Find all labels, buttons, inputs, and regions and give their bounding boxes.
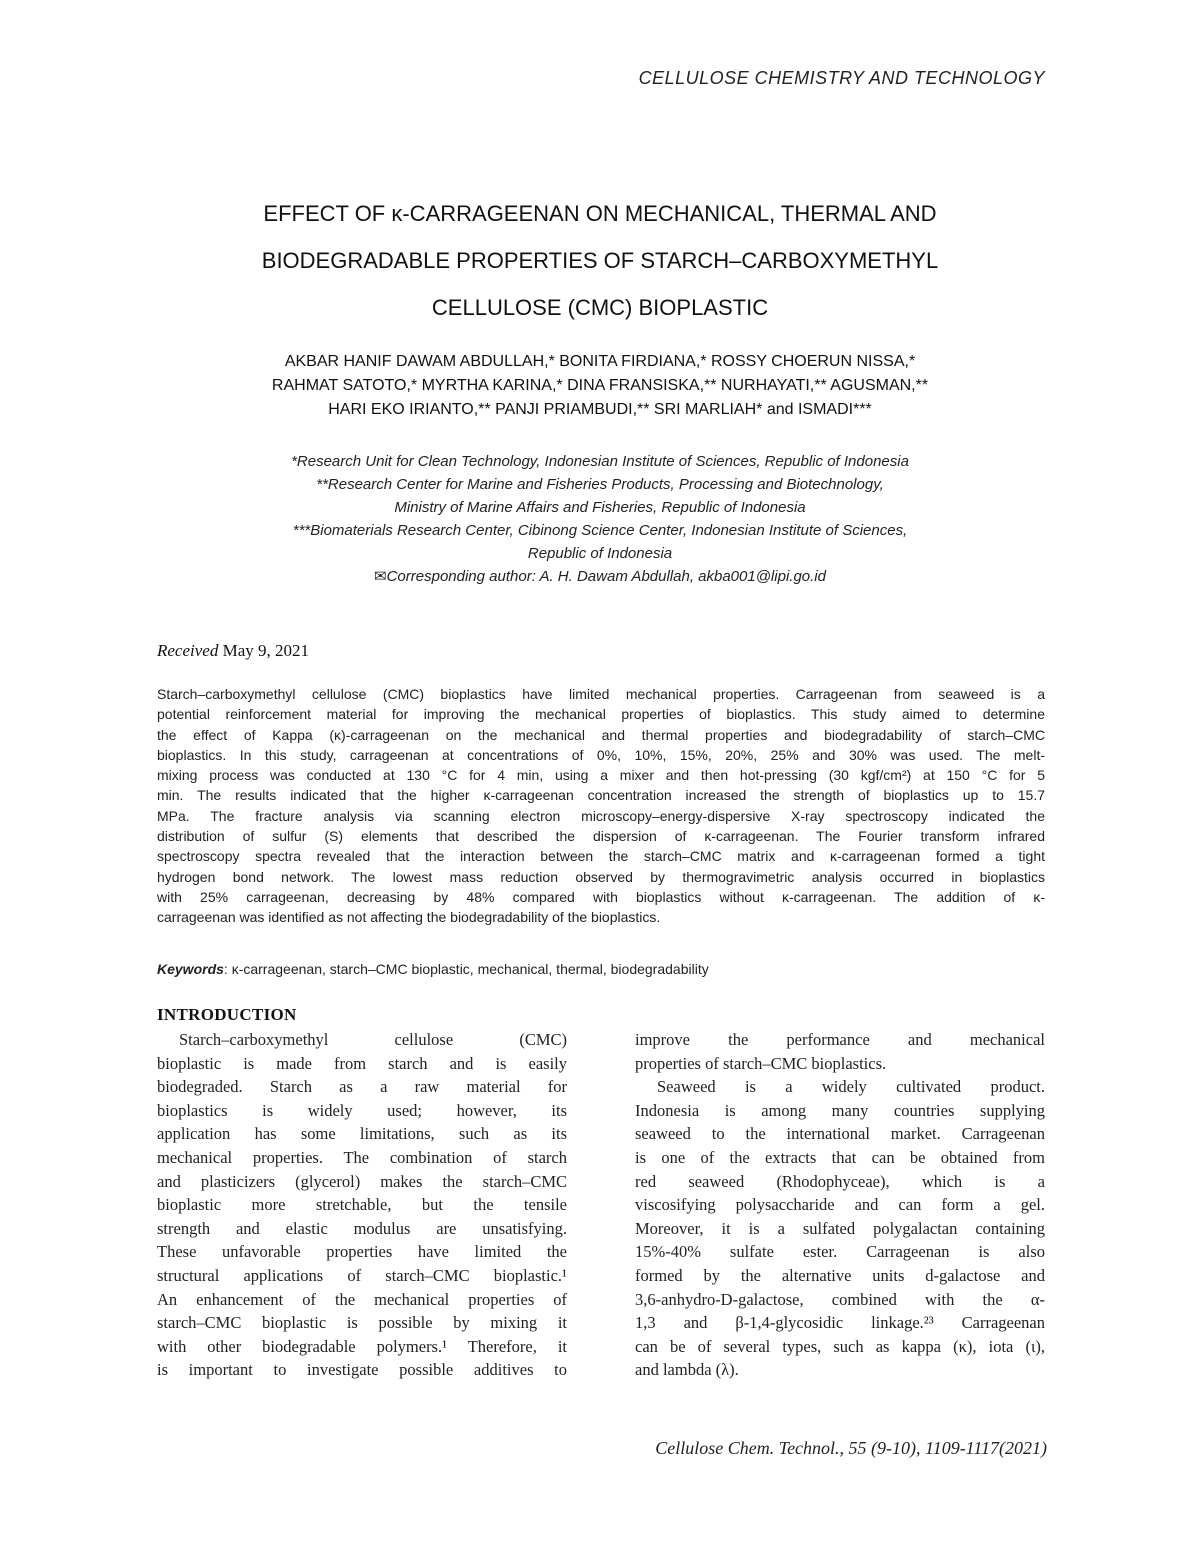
title-line: EFFECT OF κ-CARRAGEENAN ON MECHANICAL, THERMAL AND [263, 201, 937, 226]
abstract-line: potential reinforcement material for improving the mechanical properties of bioplastics. This study aimed to determine [157, 706, 1045, 723]
body-line: mechanical properties. The combination of starch [157, 1147, 567, 1167]
body-line: Seaweed is a widely cultivated product. [657, 1077, 1045, 1097]
body-line: properties of starch–CMC bioplastics. [635, 1053, 887, 1073]
received-label: Received [157, 641, 219, 660]
body-line: seaweed to the international market. Carrageenan [635, 1124, 1045, 1144]
body-line: bioplastics is widely used; however, its [157, 1100, 567, 1120]
keywords-label: Keywords [157, 961, 224, 977]
abstract-line: MPa. The fracture analysis via scanning electron microscopy–energy-dispersive X-ray spectroscopy indicated the [157, 807, 1045, 824]
article-title [160, 190, 1040, 331]
body-line: starch–CMC bioplastic is possible by mixing it [157, 1313, 567, 1333]
body-line: bioplastic is made from starch and is easily [157, 1053, 567, 1073]
body-line: improve the performance and mechanical [635, 1030, 1045, 1049]
author-line: HARI EKO IRIANTO,** PANJI PRIAMBUDI,** SRI MARLIAH* and ISMADI*** [328, 401, 872, 418]
body-line: Starch–carboxymethyl cellulose (CMC) [179, 1030, 567, 1049]
affiliations [160, 450, 1040, 588]
body-line: Moreover, it is a sulfated polygalactan containing [635, 1218, 1045, 1238]
affiliation-line: Republic of Indonesia [527, 545, 673, 562]
journal-header: CELLULOSE CHEMISTRY AND TECHNOLOGY [638, 68, 1045, 88]
body-line: An enhancement of the mechanical properties of [157, 1289, 567, 1309]
abstract-line: distribution of sulfur (S) elements that described the dispersion of κ-carrageenan. The Fourier transform infrared [157, 828, 1045, 845]
body-line: formed by the alternative units d-galactose and [635, 1265, 1045, 1285]
abstract-line: min. The results indicated that the higher κ-carrageenan concentration increased the strength of bioplastics up to 15.7 [157, 787, 1045, 804]
abstract [157, 684, 1045, 928]
body-line: bioplastic more stretchable, but the tensile [157, 1195, 567, 1215]
body-line: strength and elastic modulus are unsatisfying. [157, 1218, 567, 1238]
body-line: application has some limitations, such as its [157, 1124, 567, 1144]
body-line: viscosifying polysaccharide and can form a gel. [635, 1195, 1045, 1215]
abstract-line: carrageenan was identified as not affecting the biodegradability of the bioplastics. [157, 909, 661, 926]
corresponding-author: ✉Corresponding author: A. H. Dawam Abdullah, akba001@lipi.go.id [374, 568, 826, 585]
body-line: 15%-40% sulfate ester. Carrageenan is also [635, 1242, 1045, 1262]
author-line: AKBAR HANIF DAWAM ABDULLAH,* BONITA FIRDIANA,* ROSSY CHOERUN NISSA,* [284, 353, 916, 370]
abstract-line: the effect of Kappa (κ)-carrageenan on the mechanical and thermal properties and biodegradability of starch–CMC [157, 726, 1045, 743]
body-line: and lambda (λ). [635, 1360, 739, 1380]
body-line: Indonesia is among many countries supplying [635, 1100, 1045, 1120]
author-list [160, 350, 1040, 422]
body-line: structural applications of starch–CMC bioplastic.¹ [157, 1265, 567, 1285]
body-line: and plasticizers (glycerol) makes the starch–CMC [157, 1171, 567, 1191]
abstract-line: mixing process was conducted at 130 °C for 4 min, using a mixer and then hot-pressing (30 kgf/cm²) at 150 °C for 5 [157, 767, 1045, 784]
affiliation-line: *Research Unit for Clean Technology, Indonesian Institute of Sciences, Republic of Indonesia [291, 453, 909, 470]
left-column [157, 1028, 567, 1382]
body-line: These unfavorable properties have limited the [157, 1242, 567, 1262]
affiliation-line: **Research Center for Marine and Fisheries Products, Processing and Biotechnology, [316, 476, 884, 493]
body-line: 1,3 and β-1,4-glycosidic linkage.²³ Carrageenan [635, 1313, 1045, 1333]
abstract-line: hydrogen bond network. The lowest mass reduction observed by thermogravimetric analysis occurred in bioplastics [157, 868, 1045, 885]
body-line: with other biodegradable polymers.¹ Therefore, it [157, 1336, 567, 1356]
body-line: red seaweed (Rhodophyceae), which is a [635, 1171, 1045, 1191]
citation-footer: Cellulose Chem. Technol., 55 (9-10), 1109-1117(2021) [655, 1438, 1047, 1458]
abstract-line: spectroscopy spectra revealed that the interaction between the starch–CMC matrix and κ-carrageenan formed a tight [157, 848, 1045, 865]
title-line: CELLULOSE (CMC) BIOPLASTIC [431, 295, 769, 320]
abstract-line: bioplastics. In this study, carrageenan at concentrations of 0%, 10%, 15%, 20%, 25% and 30% was used. The melt- [157, 746, 1045, 763]
keywords-text: : κ-carrageenan, starch–CMC bioplastic, mechanical, thermal, biodegradability [223, 961, 709, 977]
affiliation-line: ***Biomaterials Research Center, Cibinong Science Center, Indonesian Institute of Sciences, [292, 522, 908, 539]
affiliation-line: Ministry of Marine Affairs and Fisheries, Republic of Indonesia [394, 499, 806, 516]
author-line: RAHMAT SATOTO,* MYRTHA KARINA,* DINA FRANSISKA,** NURHAYATI,** AGUSMAN,** [271, 377, 929, 394]
abstract-line: Starch–carboxymethyl cellulose (CMC) bioplastics have limited mechanical properties. Carrageenan from seaweed is a [157, 686, 1045, 702]
title-line: BIODEGRADABLE PROPERTIES OF STARCH–CARBOXYMETHYL [261, 248, 939, 273]
body-line: is important to investigate possible additives to [157, 1360, 567, 1380]
received-date-line [157, 641, 309, 661]
section-heading-introduction: INTRODUCTION [157, 1005, 297, 1024]
received-date: May 9, 2021 [222, 641, 310, 660]
keywords [157, 961, 1045, 977]
body-line: can be of several types, such as kappa (κ), iota (ι), [635, 1336, 1045, 1356]
body-line: biodegraded. Starch as a raw material for [157, 1077, 567, 1097]
body-line: is one of the extracts that can be obtained from [635, 1147, 1045, 1167]
right-column [635, 1028, 1045, 1382]
body-line: 3,6-anhydro-D-galactose, combined with the α- [635, 1289, 1045, 1309]
abstract-line: with 25% carrageenan, decreasing by 48% compared with bioplastics without κ-carrageenan. The addition of κ- [157, 888, 1045, 905]
